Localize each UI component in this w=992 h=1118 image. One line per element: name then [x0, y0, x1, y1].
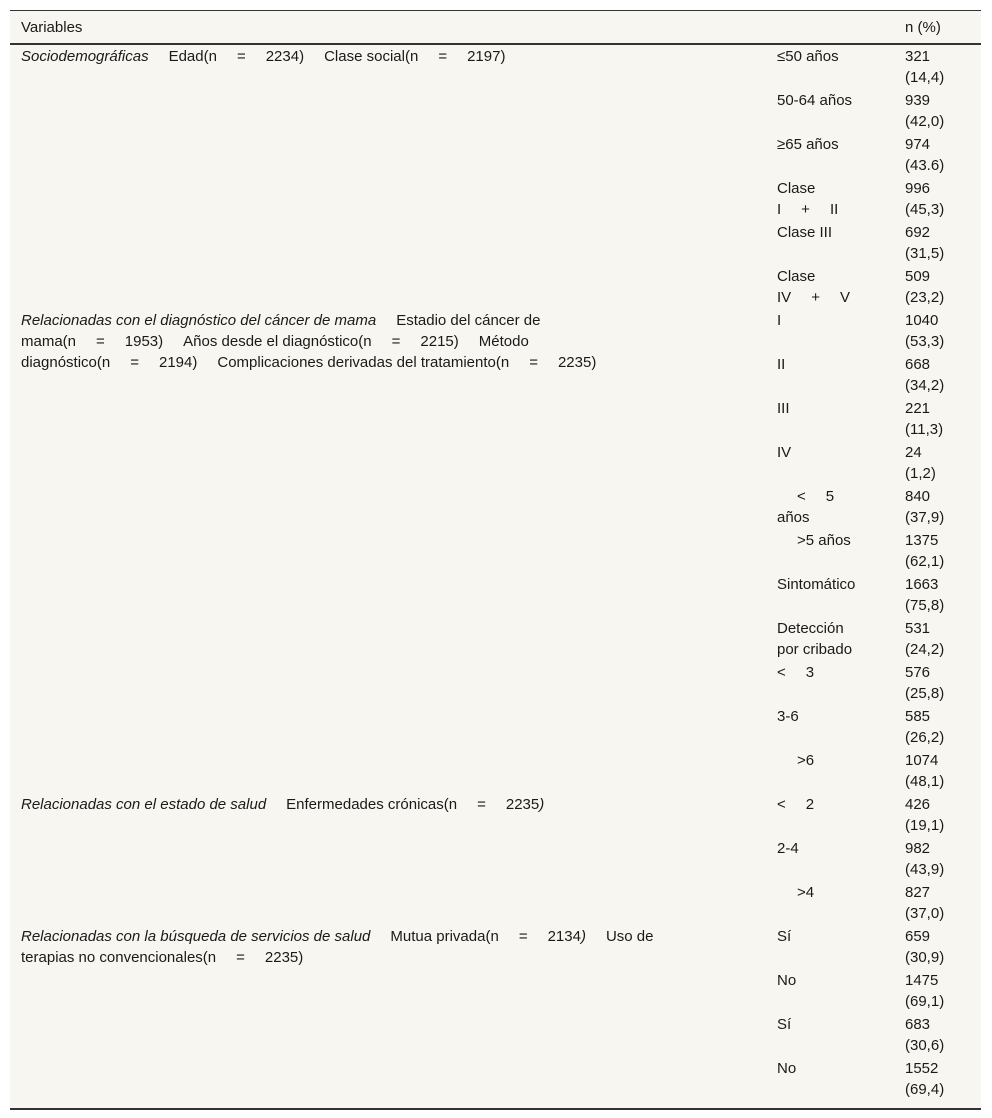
table-header — [10, 11, 981, 45]
row-n-pct: 576 (25,8) — [905, 664, 945, 702]
header-n-pct: n (%) — [905, 19, 941, 36]
row-value: Clase III — [777, 224, 833, 241]
row-value: Clase I + II — [777, 180, 839, 218]
category-title: Relacionadas con el estado de salud — [21, 796, 267, 813]
row-value: III — [777, 400, 790, 417]
row-n-pct: 1552 (69,4) — [905, 1060, 945, 1098]
row-n-pct: 321 (14,4) — [905, 48, 945, 86]
data-table — [10, 10, 981, 1110]
row-value: I — [777, 312, 782, 329]
row-value: 2-4 — [777, 840, 799, 857]
row-n-pct: 982 (43,9) — [905, 840, 945, 878]
row-n-pct: 1040 (53,3) — [905, 312, 945, 350]
row-n-pct: 1375 (62,1) — [905, 532, 945, 570]
row-value: < 2 — [777, 796, 815, 813]
category-title: Relacionadas con la búsqueda de servicios de salud — [21, 928, 371, 945]
row-n-pct: 1475 (69,1) — [905, 972, 945, 1010]
row-value: ≤50 años — [777, 48, 839, 65]
category-servicios-salud: Relacionadas con la búsqueda de servicios de salud Mutua privada(n = 2134) Uso de terapias no convencionales(n = 2235) — [21, 928, 654, 966]
row-n-pct: 1663 (75,8) — [905, 576, 945, 614]
category-title: Sociodemográficas — [21, 48, 149, 65]
row-n-pct: 221 (11,3) — [905, 400, 944, 438]
row-n-pct: 509 (23,2) — [905, 268, 945, 306]
row-n-pct: 668 (34,2) — [905, 356, 945, 394]
row-value: >4 — [797, 884, 815, 901]
row-value: No — [777, 1060, 797, 1077]
row-value: Clase IV + V — [777, 268, 850, 306]
category-sociodemograficas: Sociodemográficas Edad(n = 2234) Clase social(n = 2197) — [21, 48, 506, 65]
row-n-pct: 939 (42,0) — [905, 92, 945, 130]
row-value: Sí — [777, 928, 792, 945]
row-value: No — [777, 972, 797, 989]
row-value: 50-64 años — [777, 92, 853, 109]
row-value: ≥65 años — [777, 136, 839, 153]
row-n-pct: 585 (26,2) — [905, 708, 945, 746]
row-n-pct: 1074 (48,1) — [905, 752, 945, 790]
row-n-pct: 426 (19,1) — [905, 796, 945, 834]
header-variables: Variables — [21, 19, 83, 36]
row-n-pct: 692 (31,5) — [905, 224, 945, 262]
row-value: Detección por cribado — [777, 620, 853, 658]
row-value: 3-6 — [777, 708, 799, 725]
row-n-pct: 974 (43.6) — [905, 136, 945, 174]
category-estado-salud: Relacionadas con el estado de salud Enfermedades crónicas(n = 2235) — [21, 796, 545, 813]
row-value: >5 años — [797, 532, 851, 549]
row-value: < 5 años — [777, 488, 835, 526]
row-n-pct: 996 (45,3) — [905, 180, 945, 218]
row-n-pct: 827 (37,0) — [905, 884, 945, 922]
row-n-pct: 24 (1,2) — [905, 444, 936, 482]
row-n-pct: 531 (24,2) — [905, 620, 945, 658]
row-n-pct: 683 (30,6) — [905, 1016, 945, 1054]
category-title: Relacionadas con el diagnóstico del cáncer de mama — [21, 312, 377, 329]
row-value: < 3 — [777, 664, 815, 681]
row-value: Sí — [777, 1016, 792, 1033]
row-value: >6 — [797, 752, 815, 769]
row-n-pct: 840 (37,9) — [905, 488, 945, 526]
row-value: IV — [777, 444, 792, 461]
category-diagnostico: Relacionadas con el diagnóstico del cáncer de mama Estadio del cáncer de mama(n = 1953) Años desde el diagnóstico(n = 2215) Método diagnóstico(n = 2194) Complicaciones derivadas del tratamiento(n = 2235) — [21, 312, 597, 371]
row-value: Sintomático — [777, 576, 856, 593]
row-value: II — [777, 356, 786, 373]
row-n-pct: 659 (30,9) — [905, 928, 945, 966]
